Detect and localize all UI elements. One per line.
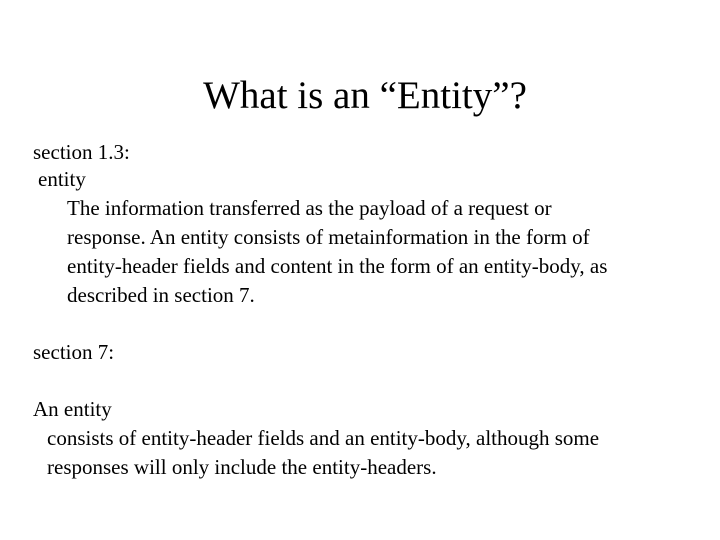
entity-definition-line-1: The information transferred as the payload of a request or (67, 196, 552, 220)
section-7-line-2: consists of entity-header fields and an entity-body, although some (47, 426, 600, 450)
entity-definition-line-3: entity-header fields and content in the form of an entity-body, as (67, 254, 608, 278)
slide-title: What is an “Entity”? (203, 74, 527, 117)
section-7-line-1: An entity (33, 397, 112, 421)
section-7-line-3: responses will only include the entity-headers. (47, 455, 437, 479)
entity-definition-line-2: response. An entity consists of metainformation in the form of (67, 225, 590, 249)
section-7-heading: section 7: (33, 340, 115, 364)
section-1-3-heading: section 1.3: (33, 140, 130, 164)
entity-term: entity (38, 167, 86, 191)
entity-definition-line-4: described in section 7. (67, 283, 255, 307)
